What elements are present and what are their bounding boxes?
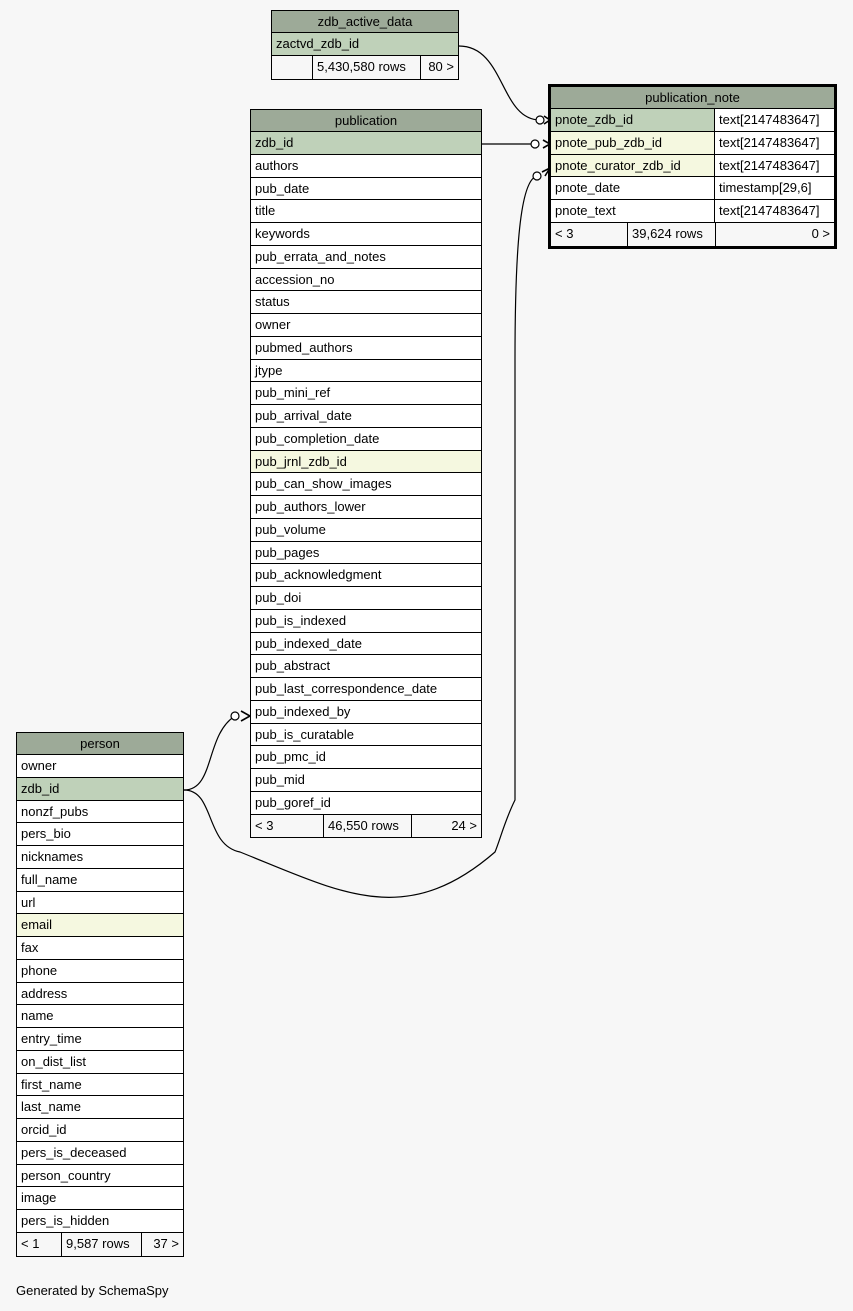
column-row[interactable] [251, 473, 481, 496]
parents-count[interactable] [272, 56, 312, 79]
column-row[interactable] [17, 1096, 183, 1119]
column-name: pub_is_curatable [255, 726, 355, 742]
column-row[interactable] [17, 755, 183, 778]
table-title: publication [251, 110, 481, 132]
column-name: pub_mini_ref [255, 385, 331, 401]
column-type: text[2147483647] [714, 155, 834, 177]
column-name: pub_volume [255, 521, 326, 537]
column-row[interactable] [17, 846, 183, 869]
row-count: 46,550 rows [323, 815, 411, 838]
column-row[interactable] [17, 823, 183, 846]
column-name: pub_can_show_images [255, 476, 392, 492]
optional-circle-icon [533, 172, 541, 180]
column-type: text[2147483647] [714, 200, 834, 222]
column-row[interactable] [251, 633, 481, 656]
parents-count[interactable]: < 3 [255, 817, 274, 833]
column-name: pnote_curator_zdb_id [555, 157, 681, 173]
column-row[interactable] [251, 610, 481, 633]
column-name: on_dist_list [21, 1053, 87, 1069]
column-row[interactable] [251, 542, 481, 565]
column-row[interactable] [551, 109, 834, 132]
column-name: orcid_id [21, 1122, 67, 1137]
column-name: name [21, 1008, 54, 1024]
column-name: nicknames [21, 849, 84, 864]
column-name: pers_is_hidden [21, 1213, 110, 1228]
column-name: pnote_date [555, 180, 621, 196]
column-row[interactable] [17, 1165, 183, 1188]
column-name: pubmed_authors [255, 339, 353, 355]
column-name: person_country [21, 1167, 111, 1183]
column-row[interactable] [251, 291, 481, 314]
table-footer [551, 223, 834, 246]
column-row[interactable] [251, 678, 481, 701]
column-name: email [21, 917, 53, 933]
column-row[interactable] [17, 892, 183, 915]
column-row[interactable] [251, 451, 481, 474]
column-row[interactable] [251, 769, 481, 792]
column-name: pub_acknowledgment [255, 567, 382, 583]
column-row[interactable] [551, 177, 834, 200]
column-name: pub_mid [255, 772, 305, 787]
column-row[interactable] [551, 155, 834, 178]
row-count: 9,587 rows [61, 1233, 141, 1256]
children-count[interactable]: 0 > [715, 223, 834, 246]
column-name: owner [21, 758, 57, 773]
column-row[interactable] [551, 132, 834, 155]
column-row[interactable] [17, 1210, 183, 1233]
column-row[interactable] [251, 587, 481, 610]
column-name: pub_last_correspondence_date [255, 681, 438, 696]
column-row[interactable] [17, 1074, 183, 1097]
column-name: nonzf_pubs [21, 803, 89, 819]
column-name: pers_is_deceased [21, 1144, 127, 1160]
column-row[interactable] [251, 132, 481, 155]
column-name: pub_abstract [255, 658, 331, 674]
column-row[interactable] [251, 337, 481, 360]
column-name: jtype [255, 362, 283, 378]
column-name: pers_bio [21, 826, 71, 842]
column-type: timestamp[29,6] [714, 177, 834, 199]
column-row[interactable] [251, 155, 481, 178]
column-type: text[2147483647] [714, 109, 834, 131]
column-name: pub_indexed_by [255, 703, 351, 719]
column-name: phone [21, 962, 58, 978]
column-row[interactable] [251, 428, 481, 451]
column-name: pub_jrnl_zdb_id [255, 453, 347, 469]
column-row[interactable] [251, 178, 481, 201]
column-name: full_name [21, 871, 78, 887]
column-name: owner [255, 317, 291, 332]
table-footer [251, 815, 481, 838]
column-name: url [21, 894, 36, 910]
column-row[interactable] [251, 519, 481, 542]
column-row[interactable] [17, 983, 183, 1006]
column-name: authors [255, 157, 299, 173]
table-publication-note[interactable] [548, 84, 837, 249]
column-row[interactable] [17, 1187, 183, 1210]
column-name: first_name [21, 1076, 82, 1092]
column-row[interactable] [251, 360, 481, 383]
column-row[interactable] [251, 405, 481, 428]
column-name: pnote_pub_zdb_id [555, 134, 662, 150]
column-type: text[2147483647] [714, 132, 834, 154]
column-row[interactable] [251, 564, 481, 587]
column-row[interactable] [17, 778, 183, 801]
column-row[interactable] [251, 382, 481, 405]
column-name: status [255, 294, 290, 310]
table-footer [272, 56, 458, 79]
column-row[interactable] [272, 33, 458, 56]
column-row[interactable] [17, 1005, 183, 1028]
column-row[interactable] [251, 200, 481, 223]
column-name: pnote_zdb_id [555, 112, 634, 127]
column-name: zactvd_zdb_id [276, 36, 360, 51]
column-row[interactable] [251, 314, 481, 337]
column-row[interactable] [17, 1051, 183, 1074]
column-row[interactable] [251, 269, 481, 292]
table-publication[interactable] [250, 109, 482, 838]
column-row[interactable] [251, 655, 481, 678]
table-title: person [17, 733, 183, 755]
column-name: last_name [21, 1099, 81, 1115]
column-row[interactable] [251, 724, 481, 747]
table-person[interactable] [16, 732, 184, 1257]
table-title: zdb_active_data [272, 11, 458, 33]
row-count: 5,430,580 rows [312, 56, 420, 79]
column-row[interactable] [251, 746, 481, 769]
column-name: pub_doi [255, 590, 302, 605]
column-row[interactable] [17, 960, 183, 983]
column-row[interactable] [17, 937, 183, 960]
column-row[interactable] [551, 200, 834, 223]
column-row[interactable] [17, 1028, 183, 1051]
children-count[interactable]: 80 > [420, 56, 458, 79]
generated-by-label: Generated by SchemaSpy [16, 1283, 169, 1298]
column-row[interactable] [17, 801, 183, 824]
column-row[interactable] [17, 1119, 183, 1142]
column-name: pub_completion_date [255, 430, 380, 446]
optional-circle-icon [531, 140, 539, 148]
column-row[interactable] [251, 792, 481, 815]
column-name: pub_date [255, 180, 310, 196]
column-name: image [21, 1190, 57, 1206]
optional-circle-icon [231, 712, 239, 720]
parents-count[interactable]: < 1 [21, 1235, 40, 1251]
children-count[interactable]: 37 > [141, 1233, 183, 1256]
column-name: zdb_id [21, 780, 60, 796]
column-name: accession_no [255, 271, 335, 287]
table-footer [17, 1233, 183, 1256]
column-name: pub_authors_lower [255, 499, 366, 514]
children-count[interactable]: 24 > [411, 815, 481, 838]
column-name: keywords [255, 226, 310, 241]
column-name: address [21, 985, 68, 1001]
column-name: pnote_text [555, 203, 616, 218]
optional-circle-icon [536, 116, 544, 124]
column-name: title [255, 203, 276, 219]
column-name: pub_goref_id [255, 794, 331, 810]
table-title: publication_note [551, 87, 834, 109]
link-person-to-pub-indexed-by [184, 716, 235, 790]
column-row[interactable] [251, 223, 481, 246]
column-name: pub_arrival_date [255, 408, 352, 423]
column-row[interactable] [17, 869, 183, 892]
column-name: pub_errata_and_notes [255, 248, 386, 264]
column-name: pub_indexed_date [255, 635, 362, 651]
table-zdb-active-data[interactable] [271, 10, 459, 80]
column-name: entry_time [21, 1031, 82, 1046]
column-row[interactable] [251, 496, 481, 519]
column-name: pub_is_indexed [255, 612, 347, 628]
column-row[interactable] [251, 246, 481, 269]
column-name: pub_pmc_id [255, 749, 326, 765]
parents-count[interactable]: < 3 [555, 225, 574, 241]
column-name: zdb_id [255, 135, 294, 150]
crow-foot-icon [241, 711, 250, 721]
column-row[interactable] [17, 1142, 183, 1165]
column-row[interactable] [251, 701, 481, 724]
column-row[interactable] [17, 914, 183, 937]
row-count: 39,624 rows [627, 223, 715, 246]
column-name: pub_pages [255, 544, 320, 560]
column-name: fax [21, 940, 39, 955]
